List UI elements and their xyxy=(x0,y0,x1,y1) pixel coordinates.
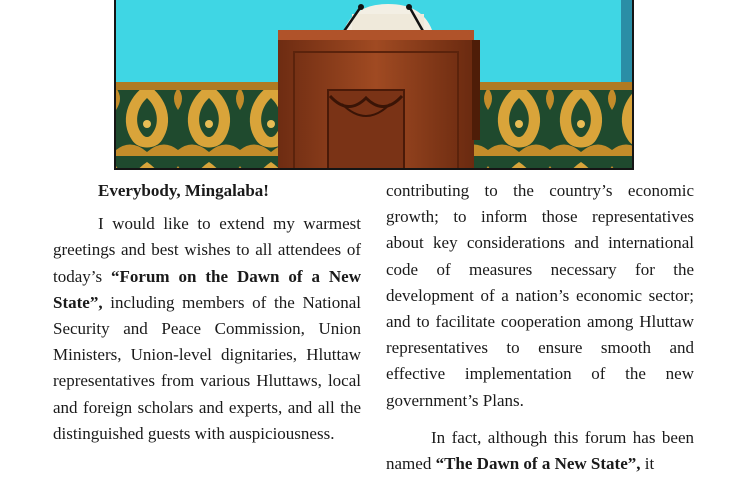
opening-text-start: I would like to extend my warmest greetings and best wishes to all attendees of today’s xyxy=(53,214,361,286)
forum-name-paragraph xyxy=(386,425,694,477)
greeting-heading: Everybody, Mingalaba! xyxy=(98,181,269,200)
photo-speaker-at-podium xyxy=(114,0,634,170)
new-state-title-bold: “The Dawn of a New State”, xyxy=(435,454,641,474)
opening-paragraph xyxy=(53,211,361,447)
continued-paragraph: contributing to the country’s economic growth; to inform those representatives about key considerations and international code of measures necessary for the development of a nation’s economic sector; and to facilitate cooperation among Hluttaw representatives to ensure smooth and effective implementation of the new government’s Plans. xyxy=(386,181,694,410)
opening-text-end: including members of the National Security and Peace Commission, Union Ministers, Union-level dignitaries, Hluttaw representatives from various Hluttaws, local and foreign scholars and experts, and all the distinguished guests with auspiciousness. xyxy=(53,292,361,443)
forum-title-bold: “Forum on the Dawn of a New State”, xyxy=(53,266,361,312)
right-text-column xyxy=(386,178,694,477)
podium-scene-illustration xyxy=(116,0,634,170)
forum-name-text-start: In fact, although this forum has been named xyxy=(386,427,694,474)
left-text-column xyxy=(53,178,361,447)
forum-name-text-end: it xyxy=(640,454,655,474)
